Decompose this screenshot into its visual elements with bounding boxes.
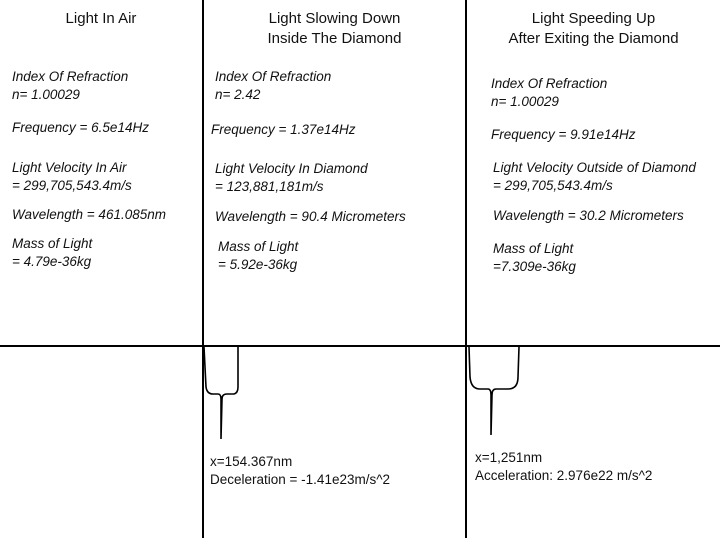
right-acceleration: Acceleration: 2.976e22 m/s^2 bbox=[475, 468, 653, 483]
air-mass-label: Mass of Light bbox=[12, 236, 93, 251]
air-velocity-value: = 299,705,543.4m/s bbox=[12, 178, 132, 193]
middle-notes bbox=[210, 453, 390, 489]
air-mass bbox=[12, 235, 92, 271]
vertical-divider-left bbox=[202, 0, 204, 538]
air-velocity-label: Light Velocity In Air bbox=[12, 160, 127, 175]
bracket-right bbox=[466, 347, 526, 437]
exit-velocity-label: Light Velocity Outside of Diamond bbox=[493, 160, 696, 175]
column-title-diamond: Light Slowing Down Inside The Diamond bbox=[267, 10, 402, 47]
exit-frequency: Frequency = 9.91e14Hz bbox=[491, 127, 636, 142]
air-index-value: n= 1.00029 bbox=[12, 87, 80, 102]
exit-mass bbox=[493, 240, 576, 276]
vertical-divider-right bbox=[465, 0, 467, 538]
column-title-exit: Light Speeding Up After Exiting the Diamond bbox=[508, 10, 679, 47]
exit-mass-value: =7.309e-36kg bbox=[493, 259, 576, 274]
diamond-mass-label: Mass of Light bbox=[218, 239, 299, 254]
diamond-velocity-label: Light Velocity In Diamond bbox=[215, 161, 368, 176]
air-wavelength: Wavelength = 461.085nm bbox=[12, 207, 166, 222]
air-frequency: Frequency = 6.5e14Hz bbox=[12, 120, 149, 135]
air-mass-value: = 4.79e-36kg bbox=[12, 254, 92, 269]
diamond-index-label: Index Of Refraction bbox=[215, 69, 332, 84]
exit-index-label: Index Of Refraction bbox=[491, 76, 608, 91]
middle-deceleration: Deceleration = -1.41e23m/s^2 bbox=[210, 472, 391, 487]
diamond-mass bbox=[218, 238, 298, 274]
column-title-air: Light In Air bbox=[65, 10, 137, 27]
diamond-velocity-value: = 123,881,181m/s bbox=[215, 179, 324, 194]
bracket-middle bbox=[203, 347, 243, 442]
exit-wavelength: Wavelength = 30.2 Micrometers bbox=[493, 208, 684, 223]
exit-velocity bbox=[493, 159, 696, 195]
exit-velocity-value: = 299,705,543.4m/s bbox=[493, 178, 613, 193]
exit-index bbox=[491, 75, 607, 111]
diamond-mass-value: = 5.92e-36kg bbox=[218, 257, 298, 272]
exit-mass-label: Mass of Light bbox=[493, 241, 574, 256]
diamond-wavelength: Wavelength = 90.4 Micrometers bbox=[215, 209, 406, 224]
air-velocity bbox=[12, 159, 132, 195]
air-index bbox=[12, 68, 128, 104]
exit-index-value: n= 1.00029 bbox=[491, 94, 559, 109]
diamond-index bbox=[215, 68, 331, 104]
diamond-frequency: Frequency = 1.37e14Hz bbox=[211, 122, 356, 137]
horizontal-divider bbox=[0, 345, 720, 347]
diamond-velocity bbox=[215, 160, 368, 196]
air-index-label: Index Of Refraction bbox=[12, 69, 129, 84]
right-notes bbox=[475, 449, 652, 485]
right-position: x=1,251nm bbox=[475, 450, 543, 465]
diamond-index-value: n= 2.42 bbox=[215, 87, 261, 102]
middle-position: x=154.367nm bbox=[210, 454, 293, 469]
